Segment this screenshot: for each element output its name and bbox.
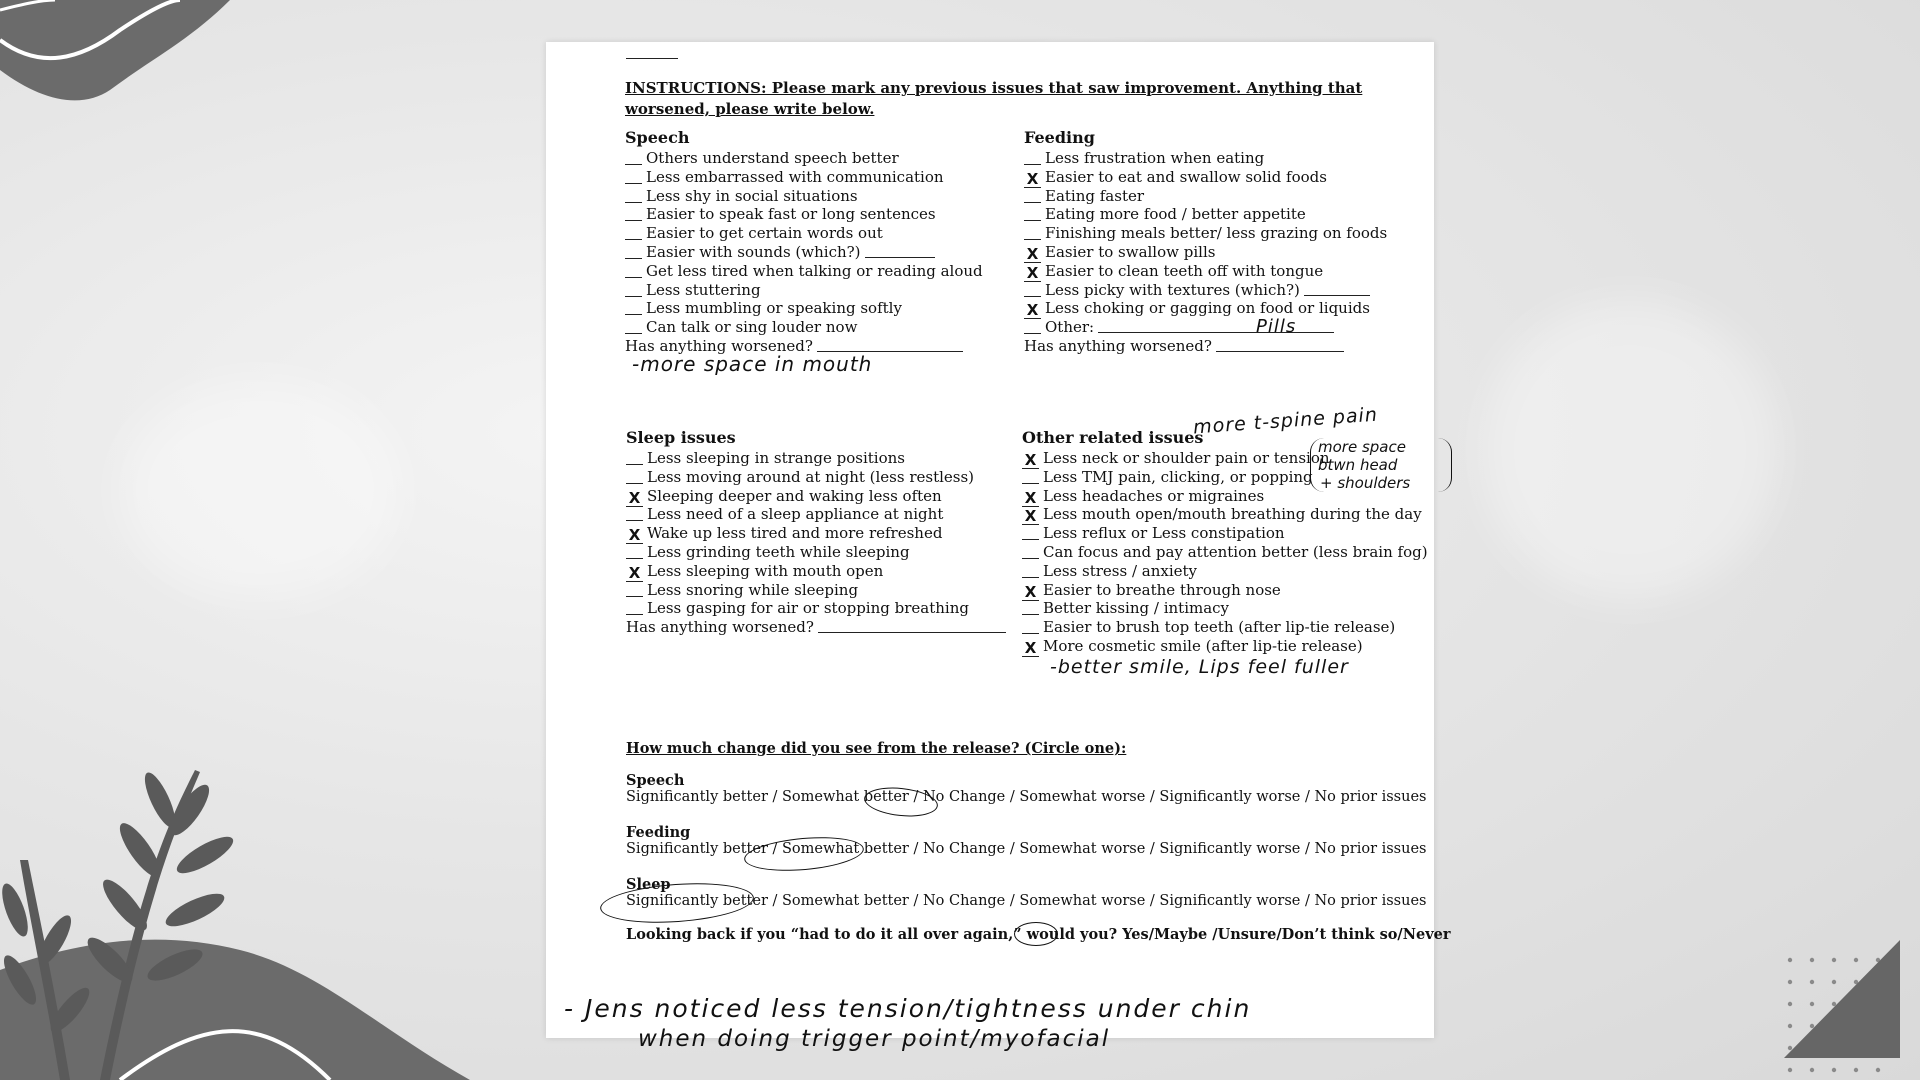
checklist-item[interactable]: [1022, 524, 1422, 543]
checklist-item[interactable]: [625, 299, 1005, 318]
side-note-line-3: + shoulders: [1320, 474, 1411, 492]
item-label: Less embarrassed with communication: [646, 167, 944, 186]
speech-list: [625, 149, 1005, 337]
checklist-item[interactable]: [626, 562, 1006, 581]
checklist-item[interactable]: [1022, 581, 1422, 600]
feeding-other-handwritten: Pills: [1256, 316, 1297, 337]
closing-note-line-2: when doing trigger point/myofacial: [638, 1026, 1111, 1052]
fill-line[interactable]: [865, 245, 935, 258]
item-label: Easier with sounds (which?): [646, 242, 861, 261]
item-label: Easier to get certain words out: [646, 224, 883, 243]
checkbox-line[interactable]: X: [1022, 586, 1039, 601]
category-name: Sleep: [626, 876, 671, 893]
checkbox-line[interactable]: X: [626, 567, 643, 582]
item-label: Easier to brush top teeth (after lip-tie release): [1043, 618, 1396, 637]
item-label: Less frustration when eating: [1045, 149, 1265, 167]
checklist-item[interactable]: [1022, 542, 1428, 562]
item-label: Less mouth open/mouth breathing during the day: [1043, 505, 1422, 524]
item-label: Less reflux or Less constipation: [1043, 524, 1285, 543]
category-name: Feeding: [626, 824, 691, 841]
item-label: Less choking or gagging on food or liquids: [1045, 299, 1370, 318]
checkbox-line[interactable]: [1024, 282, 1041, 297]
checklist-item[interactable]: [1022, 505, 1422, 524]
checkbox-line[interactable]: X: [1022, 492, 1039, 507]
item-label: Less moving around at night (less restless): [647, 467, 975, 486]
section-heading: Speech: [625, 128, 690, 147]
category-options[interactable]: Significantly better / Somewhat better / No Change / Somewhat worse / Significantly worse / No prior issues: [626, 893, 1427, 909]
worsened-line[interactable]: [818, 620, 1006, 633]
fill-line[interactable]: [1304, 283, 1370, 296]
checkbox-line[interactable]: [1024, 319, 1041, 334]
other-line[interactable]: [1098, 320, 1334, 333]
item-label: Others understand speech better: [646, 149, 899, 167]
checklist-item[interactable]: [1024, 168, 1424, 187]
checklist-item[interactable]: [1022, 618, 1422, 637]
checkbox-line[interactable]: X: [1024, 267, 1041, 282]
checklist-item[interactable]: [625, 224, 1005, 243]
item-label: Less need of a sleep appliance at night: [647, 505, 944, 524]
checklist-item[interactable]: [625, 262, 1005, 281]
checkbox-line[interactable]: X: [1024, 248, 1041, 263]
worsened-label: Has anything worsened?: [1024, 336, 1212, 355]
checkbox-line[interactable]: [626, 450, 643, 465]
item-label: Sleeping deeper and waking less often: [647, 486, 942, 505]
checklist-item[interactable]: [1024, 149, 1424, 168]
item-label: Less neck or shoulder pain or tension: [1043, 449, 1330, 467]
checklist-item[interactable]: [625, 243, 1005, 262]
checkbox-line[interactable]: [625, 244, 642, 259]
checklist-item[interactable]: [626, 505, 1006, 524]
checkbox-line[interactable]: [626, 506, 643, 521]
checkbox-line[interactable]: [625, 225, 642, 240]
checkbox-line[interactable]: [1022, 563, 1039, 578]
checklist-item[interactable]: [1024, 224, 1424, 243]
item-label: Less grinding teeth while sleeping: [647, 542, 910, 561]
wave-top-left: [0, 0, 240, 110]
category-options[interactable]: Significantly better / Somewhat better / No Change / Somewhat worse / Significantly worse / No prior issues: [626, 789, 1427, 805]
checkbox-line[interactable]: X: [1022, 454, 1039, 469]
checklist-item[interactable]: [1024, 262, 1424, 281]
section-heading: Feeding: [1024, 128, 1095, 147]
section-heading: Other related issues: [1022, 428, 1204, 447]
item-label: Less TMJ pain, clicking, or popping: [1043, 467, 1313, 486]
checkbox-line[interactable]: [1022, 525, 1039, 540]
final-question[interactable]: Looking back if you “had to do it all over again,” would you? Yes/Maybe /Unsure/Don’t think so/Never: [626, 926, 1451, 943]
checklist-item[interactable]: [626, 487, 1006, 506]
other-handwritten-note: -better smile, Lips feel fuller: [1050, 656, 1349, 678]
checkbox-line[interactable]: [625, 300, 642, 315]
checklist-item[interactable]: [1022, 637, 1422, 656]
checkbox-line[interactable]: [1024, 150, 1041, 165]
checklist-item[interactable]: [625, 318, 1005, 337]
checkbox-line[interactable]: [1024, 188, 1041, 203]
checklist-item[interactable]: [626, 524, 1006, 543]
item-label: Less headaches or migraines: [1043, 486, 1265, 505]
checklist-item[interactable]: [625, 205, 1005, 224]
checklist-item[interactable]: [1024, 299, 1424, 318]
sleep-list: [626, 449, 1006, 618]
instructions: INSTRUCTIONS: Please mark any previous issues that saw improvement. Anything that worsened, please write below.: [625, 79, 1363, 118]
category-options[interactable]: Significantly better / Somewhat better / No Change / Somewhat worse / Significantly worse / No prior issues: [626, 841, 1427, 857]
item-label: Less gasping for air or stopping breathing: [647, 599, 969, 618]
speech-handwritten-note: -more space in mouth: [632, 352, 873, 376]
item-label: Less sleeping in strange positions: [647, 449, 905, 467]
checkbox-line[interactable]: [625, 282, 642, 297]
top-rule: [626, 58, 678, 59]
change-feeding: [626, 824, 1427, 857]
item-label: Less stress / anxiety: [1043, 561, 1197, 580]
triangle-bottom-right: [1784, 940, 1900, 1058]
side-note-line-1: more space: [1318, 438, 1406, 456]
feeding-list: [1024, 149, 1424, 337]
item-label: Less shy in social situations: [646, 186, 858, 205]
item-label: Easier to eat and swallow solid foods: [1045, 167, 1327, 186]
checklist-item[interactable]: [625, 187, 1005, 206]
item-label: Other:: [1045, 318, 1095, 337]
worsened-row: [626, 618, 1006, 637]
item-label: Easier to breathe through nose: [1043, 580, 1281, 599]
checklist-item[interactable]: [1024, 243, 1424, 262]
checkbox-line[interactable]: X: [1024, 173, 1041, 188]
checklist-item[interactable]: [1024, 281, 1424, 300]
worsened-line[interactable]: [817, 339, 963, 352]
checklist-item[interactable]: [1022, 562, 1422, 581]
checkbox-line[interactable]: [625, 188, 642, 203]
checkbox-line[interactable]: [1024, 225, 1041, 240]
worsened-label: Has anything worsened?: [625, 336, 813, 355]
circled-answer-sleep: [599, 879, 755, 928]
checkbox-line[interactable]: [625, 263, 642, 278]
checklist-item[interactable]: [626, 468, 1006, 487]
checkbox-line[interactable]: [626, 469, 643, 484]
checklist-item[interactable]: [1024, 205, 1424, 224]
item-label: Less picky with textures (which?): [1045, 280, 1300, 299]
item-label: Easier to clean teeth off with tongue: [1045, 261, 1324, 280]
checkbox-line[interactable]: X: [626, 529, 643, 544]
speech-section: [625, 128, 1005, 356]
checklist-item[interactable]: [626, 599, 1006, 618]
checklist-item[interactable]: [626, 581, 1006, 600]
change-speech: [626, 772, 1427, 805]
checkbox-line[interactable]: X: [1022, 642, 1039, 657]
item-label: Easier to speak fast or long sentences: [646, 205, 936, 224]
worsened-row: [1024, 337, 1424, 356]
change-question-title: How much change did you see from the release? (Circle one):: [626, 740, 1127, 757]
item-label: Finishing meals better/ less grazing on foods: [1045, 224, 1388, 243]
checkbox-line[interactable]: [625, 319, 642, 334]
item-label: Wake up less tired and more refreshed: [647, 524, 943, 543]
checkbox-line[interactable]: X: [1022, 510, 1039, 525]
checkbox-line[interactable]: [625, 150, 642, 165]
leaf-plant: [0, 760, 240, 1080]
circled-answer-final: [1014, 922, 1058, 946]
checkbox-line[interactable]: [1022, 544, 1039, 559]
checkbox-line[interactable]: [626, 544, 643, 559]
item-label: Get less tired when talking or reading aloud: [646, 261, 983, 280]
checklist-item[interactable]: [1022, 599, 1422, 618]
item-label: Eating more food / better appetite: [1045, 205, 1306, 224]
side-note-line-2: btwn head: [1318, 456, 1398, 474]
checkbox-line[interactable]: X: [1024, 304, 1041, 319]
feeding-section: [1024, 128, 1424, 356]
closing-note-line-1: - Jens noticed less tension/tightness under chin: [564, 994, 1252, 1023]
sleep-section: [626, 428, 1006, 637]
item-label: Less snoring while sleeping: [647, 580, 859, 599]
item-label: Better kissing / intimacy: [1043, 599, 1230, 618]
checkbox-line[interactable]: [1022, 619, 1039, 634]
checkbox-line[interactable]: [1024, 206, 1041, 221]
category-name: Speech: [626, 772, 685, 789]
checklist-item[interactable]: [1024, 187, 1424, 206]
worsened-label: Has anything worsened?: [626, 618, 814, 637]
checklist-item[interactable]: [1024, 318, 1424, 337]
section-heading: Sleep issues: [626, 428, 736, 447]
checklist-item[interactable]: [625, 168, 1005, 187]
checkbox-line[interactable]: [625, 169, 642, 184]
item-label: Eating faster: [1045, 186, 1145, 205]
checklist-item[interactable]: [625, 149, 1005, 168]
item-label: Less mumbling or speaking softly: [646, 299, 902, 318]
checkbox-line[interactable]: [626, 582, 643, 597]
checkbox-line[interactable]: [1022, 600, 1039, 615]
checkbox-line[interactable]: X: [626, 492, 643, 507]
worsened-line[interactable]: [1216, 339, 1344, 352]
item-label: Can talk or sing louder now: [646, 318, 858, 337]
item-label: More cosmetic smile (after lip-tie release): [1043, 636, 1363, 655]
checkbox-line[interactable]: [626, 600, 643, 615]
item-label: Can focus and pay attention better (less brain fog): [1043, 542, 1428, 561]
item-label: Less stuttering: [646, 280, 761, 299]
item-label: Easier to swallow pills: [1045, 242, 1216, 261]
checklist-item[interactable]: [625, 281, 1005, 300]
checklist-item[interactable]: [626, 543, 1006, 562]
checkbox-line[interactable]: [1022, 469, 1039, 484]
other-heading-note: more t-spine pain: [1192, 403, 1379, 439]
item-label: Less sleeping with mouth open: [647, 561, 884, 580]
checkbox-line[interactable]: [625, 206, 642, 221]
checklist-item[interactable]: [626, 449, 1006, 468]
survey-sheet: [546, 42, 1451, 1052]
